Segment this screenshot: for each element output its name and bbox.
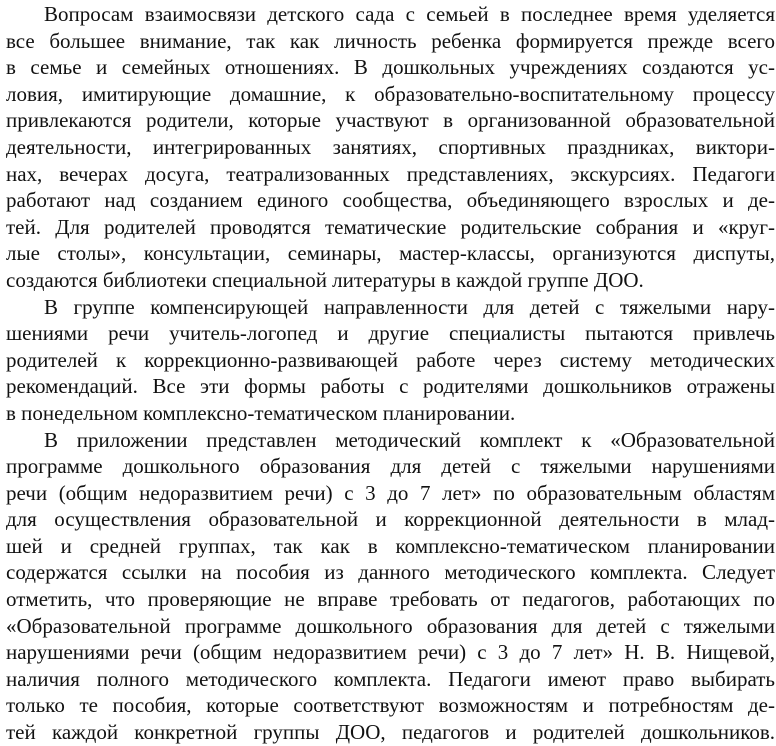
text-line: содержатся ссылки на пособия из данного методического комплекта. Следует [6,560,775,585]
text-line: ловия, имитирующие домашние, к образовательно-воспитательному процессу [6,81,775,106]
text-line: рекомендаций. Все эти формы работы с родителями дошкольников отражены [6,374,775,399]
text-line: шей и средней группах, так как в комплексно-тематическом планировании [6,533,775,558]
text-line: родителей к коррекционно-развивающей работе через систему методических [6,347,775,372]
text-line: только те пособия, которые соответствуют возможностям и потребностям де- [6,693,775,718]
text-line: тей. Для родителей проводятся тематические родительские собрания и «круг- [6,214,775,239]
text-line: привлекаются родители, которые участвуют в организованной образовательной [6,108,775,133]
text-line: шениями речи учитель-логопед и другие специалисты пытаются привлечь [6,321,775,346]
document-page [6,1,775,746]
text-line: в семье и семейных отношениях. В дошкольных учреждениях создаются ус- [6,55,775,80]
paragraph-3 [6,427,775,746]
text-line: работают над созданием единого сообщества, объединяющего взрослых и де- [6,188,775,213]
text-line: для осуществления образовательной и коррекционной деятельности в млад- [6,507,775,532]
text-line: создаются библиотеки специальной литературы в каждой группе ДОО. [6,267,644,292]
text-line: все большее внимание, так как личность ребенка формируется прежде всего [6,28,775,53]
paragraph-1 [6,1,775,294]
text-line: наличия полного методического комплекта. Педагоги имеют право выбирать [6,666,775,691]
text-line: В приложении представлен методический комплект к «Образовательной [44,427,775,452]
text-line: речи (общим недоразвитием речи) с 3 до 7 лет» по образовательным областям [6,480,775,505]
paragraph-2 [6,294,775,427]
text-line: В группе компенсирующей направленности для детей с тяжелыми нару- [44,294,775,319]
text-line: «Образовательной программе дошкольного образования для детей с тяжелыми [6,613,775,638]
text-line: программе дошкольного образования для детей с тяжелыми нарушениями [6,454,775,479]
text-line: нарушениями речи (общим недоразвитием речи) с 3 до 7 лет» Н. В. Нищевой, [6,640,775,665]
text-line: деятельности, интегрированных занятиях, спортивных праздниках, виктори- [6,134,775,159]
text-line: тей каждой конкретной группы ДОО, педагогов и родителей дошкольников. [6,720,775,745]
text-line: лые столы», консультации, семинары, мастер-классы, организуются диспуты, [6,241,775,266]
text-line: отметить, что проверяющие не вправе требовать от педагогов, работающих по [6,587,775,612]
text-line: нах, вечерах досуга, театрализованных представлениях, экскурсиях. Педагоги [6,161,775,186]
text-line: Вопросам взаимосвязи детского сада с семьей в последнее время уделяется [44,2,775,26]
text-line: в понедельном комплексно-тематическом планировании. [6,400,516,425]
